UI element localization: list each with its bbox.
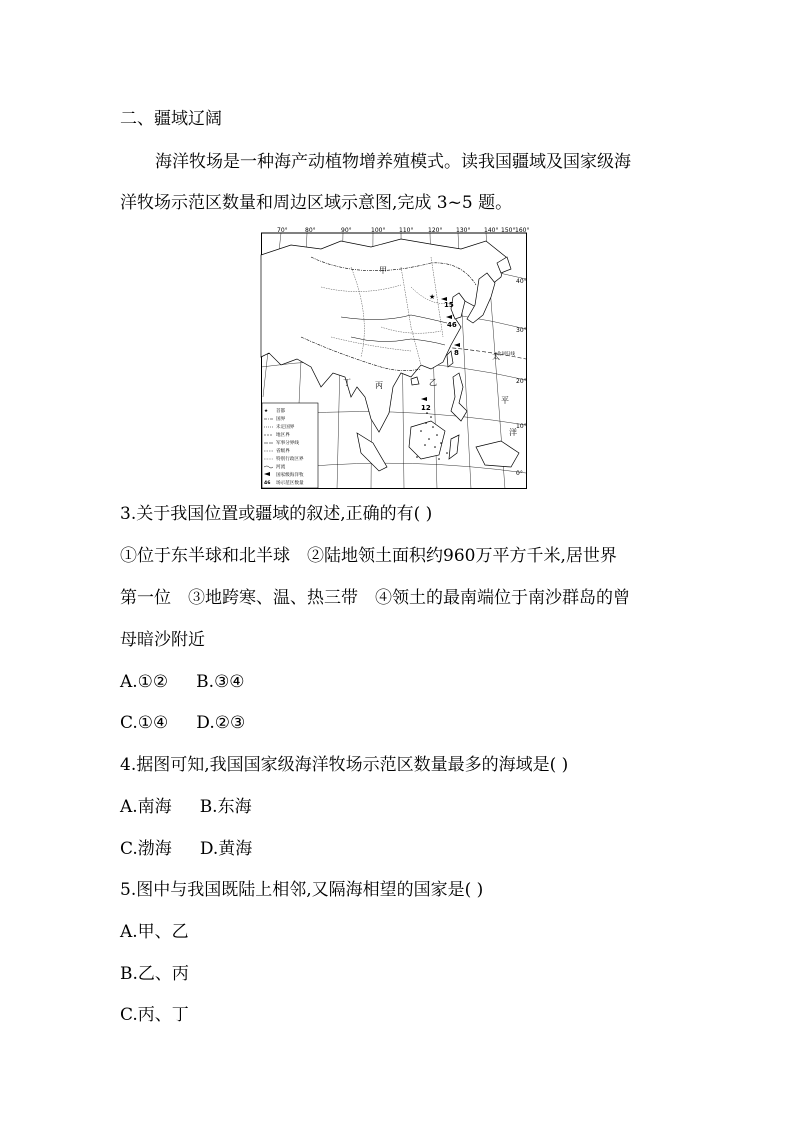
q3-stem: 3.关于我国位置或疆域的叙述,正确的有( ) [120,504,433,524]
label-bing: 丙 [375,381,383,390]
q5-option-b[interactable]: B.乙、丙 [120,964,189,984]
legend-item: 特别行政区界 [276,457,304,462]
intro-line-2: 洋牧场示范区数量和周边区域示意图,完成 3~5 题。 [120,193,513,213]
legend-item: 河流 [276,465,286,470]
lon-label: 140° [484,227,499,234]
label-ding: 丁 [343,378,351,387]
q3-options-row-2 [120,711,245,735]
lon-label: 80° [305,227,316,234]
lat-label: 40° [516,278,527,285]
q4-option-c[interactable]: C.渤海 [120,839,172,859]
svg-text:46: 46 [264,481,271,486]
legend-item: 地区界 [276,433,290,438]
q4-option-d[interactable]: D.黄海 [199,839,253,859]
intro-line-1: 海洋牧场是一种海产动植物增养殖模式。读我国疆域及国家级海 [155,152,631,172]
q3-body-3: 母暗沙附近 [120,630,205,650]
lon-label: 120° [428,227,443,234]
count-donghai: 8 [454,349,459,357]
legend-item: 军事分界线 [276,441,299,446]
lon-label: 70° [277,227,288,234]
lon-label: 110° [399,227,414,234]
lon-label: 130° [456,227,471,234]
q4-options-row-2 [120,837,252,861]
lat-label: 20° [516,378,527,385]
legend-item: 首都 [276,409,286,414]
q3-body-2: 第一位 ③地跨寒、温、热三带 ④领土的最南端位于南沙群岛的曾 [120,588,630,608]
q4-option-a[interactable]: A.南海 [120,797,172,817]
svg-text:★: ★ [264,409,269,414]
label-jia: 甲 [379,266,387,275]
legend-item: 场示范区数量 [276,481,304,486]
lat-label: 0° [516,470,523,477]
q3-options-row-1 [120,670,245,694]
q5-option-c[interactable]: C.丙、丁 [120,1005,189,1025]
q4-options-row-1 [120,795,252,819]
q5-option-a[interactable]: A.甲、乙 [120,922,189,942]
q3-option-b[interactable]: B.③④ [196,672,245,692]
lon-label: 160° [515,227,530,234]
lon-label: 100° [371,227,386,234]
count-nanhai: 12 [421,404,431,412]
label-ping: 平 [501,396,509,405]
count-huanghai: 46 [447,321,457,329]
q3-option-d[interactable]: D.②③ [196,713,246,733]
q3-body-1: ①位于东半球和北半球 ②陆地领土面积约960万平方千米,居世界 [120,546,617,566]
q3-option-a[interactable]: A.①② [120,672,169,692]
tropic-label: 北回归线 [497,352,515,357]
section-title: 二、疆域辽阔 [120,109,222,129]
legend-item: 国家级海洋牧 [276,473,304,478]
lat-label: 10° [516,423,527,430]
legend-item: 未定国界 [276,425,295,430]
legend-item: 省级界 [276,449,290,454]
q4-stem: 4.据图可知,我国国家级海洋牧场示范区数量最多的海域是( ) [120,755,569,775]
capital-star: ★ [429,293,436,301]
label-tai: 太 [492,352,500,361]
lat-label: 30° [516,327,527,334]
label-yi: 乙 [429,378,437,387]
count-bohai: 15 [444,301,454,309]
q4-option-b[interactable]: B.东海 [199,797,252,817]
lon-label: 150° [501,227,516,234]
lon-label: 90° [341,227,352,234]
label-yang: 洋 [509,428,517,437]
legend-item: 国界 [276,417,286,422]
q5-stem: 5.图中与我国既陆上相邻,又隔海相望的国家是( ) [120,880,484,900]
q3-option-c[interactable]: C.①④ [120,713,169,733]
territory-map [261,227,530,489]
